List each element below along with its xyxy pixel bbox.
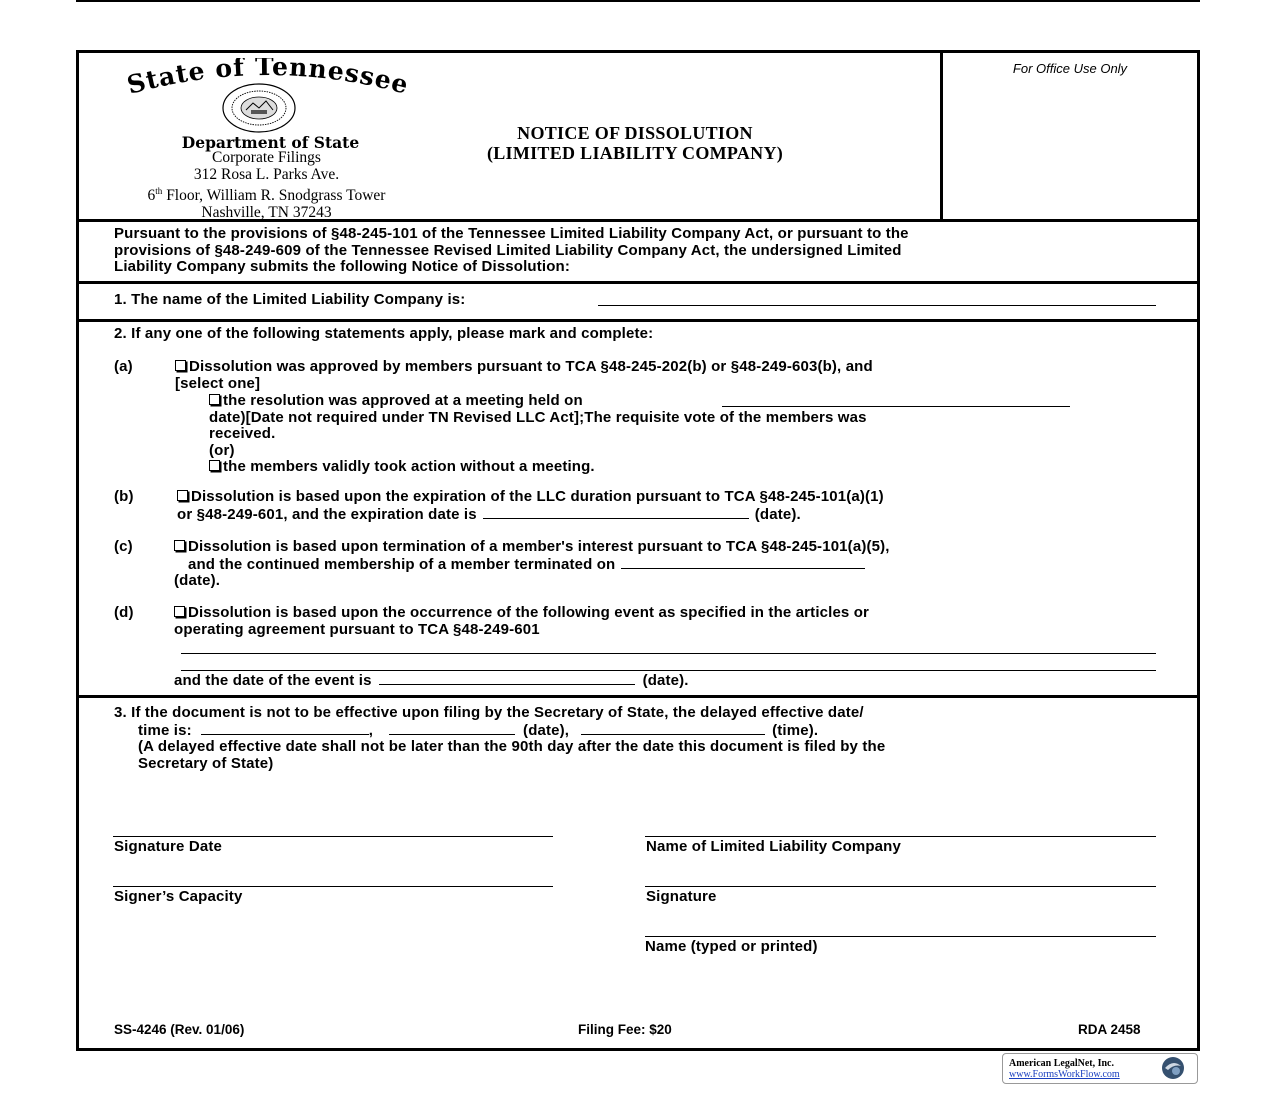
meeting-received: received.	[209, 425, 276, 442]
divider-intro	[79, 281, 1197, 284]
llc-name-sign-field[interactable]	[645, 836, 1156, 837]
signer-capacity-label: Signer’s Capacity	[114, 888, 243, 905]
floor-suffix: th	[155, 186, 163, 196]
office-use-label: For Office Use Only	[1012, 61, 1128, 76]
floor-number: 6	[147, 187, 156, 205]
option-b	[177, 489, 1177, 523]
section3-line-1: 3. If the document is not to be effective upon filing by the Secretary of State, the delayed effective date/	[114, 704, 864, 721]
section2-heading: 2. If any one of the following statements apply, please mark and complete:	[114, 325, 654, 342]
section3-time-label: (time).	[772, 721, 819, 739]
event-description-line-1[interactable]	[181, 653, 1156, 654]
option-a	[175, 359, 1175, 392]
no-meeting-checkbox[interactable]	[209, 460, 220, 471]
badge-company: American LegalNet, Inc.	[1009, 1058, 1114, 1069]
form-title-line-2: (LIMITED LIABILITY COMPANY)	[486, 143, 784, 163]
intro-line-1: Pursuant to the provisions of §48-245-101 of the Tennessee Limited Liability Company Act, or pursuant to the	[114, 225, 909, 242]
section3-line-3: (A delayed effective date shall not be later than the 90th day after the date this document is filed by the	[138, 738, 886, 755]
event-date-row	[174, 672, 1174, 690]
signer-capacity-field[interactable]	[113, 886, 553, 887]
section3-date-label: (date),	[523, 721, 570, 739]
badge-url[interactable]: www.FormsWorkFlow.com	[1009, 1069, 1120, 1080]
option-c-label: (c)	[114, 538, 133, 555]
option-c-text-2: and the continued membership of a member terminated on	[188, 555, 616, 573]
option-d-label: (d)	[114, 604, 134, 621]
signature-date-label: Signature Date	[114, 838, 222, 855]
meeting-text: the resolution was approved at a meeting held on	[223, 392, 583, 409]
rda-number: RDA 2458	[1078, 1022, 1141, 1037]
no-meeting-text: the members validly took action without a meeting.	[223, 458, 595, 475]
delayed-field-1[interactable]	[201, 722, 369, 735]
option-c-text: Dissolution is based upon termination of a member's interest pursuant to TCA §48-245-101(a)(5),	[188, 538, 890, 555]
meeting-date-note: date)[Date not required under TN Revised LLC Act];The requisite vote of the members was	[209, 408, 867, 426]
option-b-checkbox[interactable]	[177, 490, 188, 501]
event-date-text: and the date of the event is	[174, 672, 372, 689]
address-line-3	[100, 183, 433, 204]
option-b-label: (b)	[114, 488, 134, 505]
printed-name-label: Name (typed or printed)	[645, 938, 818, 955]
department-name: Department of State	[181, 133, 360, 152]
option-d-checkbox[interactable]	[174, 606, 185, 617]
signature-date-field[interactable]	[113, 836, 553, 837]
option-d	[174, 605, 1174, 638]
section3-time-is: time is:	[138, 721, 192, 739]
delayed-field-2[interactable]	[389, 722, 515, 735]
state-seal	[222, 83, 296, 133]
divider-section2	[79, 695, 1197, 698]
svg-text:State of Tennessee: State of Tennessee	[123, 58, 413, 100]
address-line-2: 312 Rosa L. Parks Ave.	[193, 166, 340, 183]
intro-line-2: provisions of §48-249-609 of the Tennessee Revised Limited Liability Company Act, the undersigned Limited	[114, 241, 902, 259]
floor-rest: Floor, William R. Snodgrass Tower	[162, 187, 386, 205]
form-number: SS-4246 (Rev. 01/06)	[114, 1022, 245, 1037]
filing-fee: Filing Fee: $20	[578, 1022, 672, 1037]
option-a-checkbox[interactable]	[175, 360, 186, 371]
address-line-1: Corporate Filings	[212, 149, 321, 166]
section1-label: 1. The name of the Limited Liability Company is:	[114, 291, 466, 308]
signature-label: Signature	[646, 888, 717, 905]
or-text: (or)	[209, 441, 235, 459]
option-b-text: Dissolution is based upon the expiration of the LLC duration pursuant to TCA §48-245-101(a)(1)	[191, 488, 884, 505]
option-c-date-label: (date).	[174, 572, 221, 589]
option-c	[174, 539, 1174, 590]
intro-paragraph	[114, 226, 1194, 276]
termination-date-field[interactable]	[621, 556, 865, 569]
printed-name-field[interactable]	[645, 936, 1156, 937]
section3	[114, 705, 1194, 772]
option-b-text-2: or §48-249-601, and the expiration date is	[177, 505, 477, 523]
divider-section1	[79, 319, 1197, 322]
option-a-label: (a)	[114, 358, 133, 375]
meeting-checkbox[interactable]	[209, 394, 220, 405]
llc-name-field[interactable]	[598, 305, 1156, 306]
option-a-text: Dissolution was approved by members pursuant to TCA §48-245-202(b) or §48-249-603(b), and	[189, 358, 873, 375]
meeting-date-field[interactable]	[722, 406, 1070, 407]
address-block	[100, 149, 433, 221]
event-date-field[interactable]	[379, 672, 635, 685]
section3-line-4: Secretary of State)	[138, 754, 274, 772]
expiration-date-field[interactable]	[483, 506, 749, 519]
llc-name-label: Name of Limited Liability Company	[646, 838, 901, 855]
signature-field[interactable]	[645, 886, 1156, 887]
globe-icon	[1161, 1056, 1185, 1080]
option-a-select-one: [select one]	[175, 374, 261, 392]
section3-comma: ,	[368, 721, 374, 739]
legalnet-badge[interactable]	[1002, 1053, 1198, 1084]
form-title	[420, 123, 850, 163]
event-description-line-2[interactable]	[181, 670, 1156, 671]
option-c-checkbox[interactable]	[174, 540, 185, 551]
address-city: Nashville, TN 37243	[201, 204, 332, 222]
option-d-text-2: operating agreement pursuant to TCA §48-249-601	[174, 620, 540, 638]
option-b-date-label: (date).	[754, 505, 801, 523]
office-divider	[940, 53, 943, 219]
intro-line-3: Liability Company submits the following Notice of Dissolution:	[114, 258, 570, 275]
top-rule	[76, 0, 1200, 2]
delayed-time-field[interactable]	[581, 722, 765, 735]
form-title-line-1: NOTICE OF DISSOLUTION	[517, 123, 753, 143]
option-d-text: Dissolution is based upon the occurrence of the following event as specified in the articles or	[188, 604, 870, 621]
event-date-label: (date).	[642, 672, 689, 689]
